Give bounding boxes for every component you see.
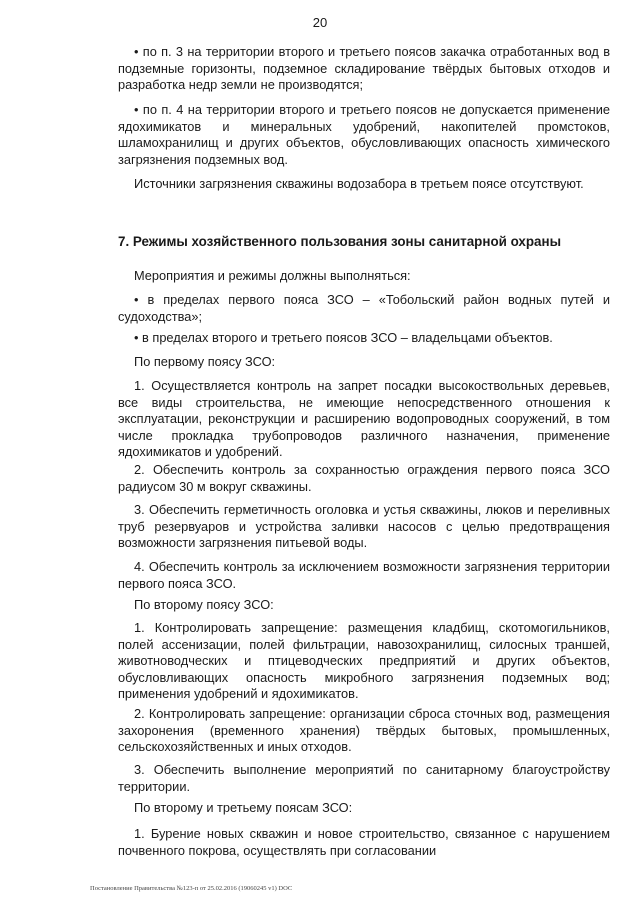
zone23-item-1: 1. Бурение новых скважин и новое строительство, связанное с нарушением почвенного покрова, осуществлять при согласовании <box>118 826 610 858</box>
bullet-item-1: • по п. 3 на территории второго и третьего поясов закачка отработанных вод в подземные горизонты, подземное складирование твёрдых бытовых отходов и разработка недр земли не производятся; <box>118 44 610 93</box>
zone1-item-3: 3. Обеспечить герметичность оголовка и устья скважины, люков и переливных труб резервуаров и устройства заливки насосов с целью предотвращения возможности загрязнения питьевой воды. <box>118 502 610 551</box>
sources-paragraph: Источники загрязнения скважины водозабора в третьем поясе отсутствуют. <box>134 176 584 191</box>
zone1-item-1: 1. Осуществляется контроль на запрет посадки высокоствольных деревьев, все виды строительства, не имеющие непосредственного отношения к эксплуатации, реконструкции и расширению водопроводных сооружений, в том числе прокладка трубопроводов различного назначения, применение ядохимикатов и удобрений. <box>118 378 610 460</box>
zone2-item-1: 1. Контролировать запрещение: размещения кладбищ, скотомогильников, полей ассенизации, полей фильтрации, навозохранилищ, силосных траншей, животноводческих и птицеводческих предприятий и других объектов, обусловливающих опасность микробного загрязнения подземных вод; применения удобрений и ядохимикатов. <box>118 620 610 702</box>
zone1-item-2: 2. Обеспечить контроль за сохранностью ограждения первого пояса ЗСО радиусом 30 м вокруг скважины. <box>118 462 610 494</box>
zone2-label: По второму поясу ЗСО: <box>134 597 274 612</box>
intro-bullet-1: • в пределах первого пояса ЗСО – «Тобольский район водных путей и судоходства»; <box>118 292 610 324</box>
zone1-label: По первому поясу ЗСО: <box>134 354 276 369</box>
intro-bullet-2: • в пределах второго и третьего поясов ЗСО – владельцами объектов. <box>134 330 553 345</box>
section-heading: 7. Режимы хозяйственного пользования зоны санитарной охраны <box>118 234 562 249</box>
page-number: 20 <box>312 15 328 30</box>
document-footer: Постановление Правительства №123-п от 25.02.2016 (19060245 v1) DOC <box>90 885 293 892</box>
bullet-item-2: • по п. 4 на территории второго и третьего поясов не допускается применение ядохимикатов и минеральных удобрений, накопителей промстоков, шламохранилищ и других объектов, обусловливающих опасность химического загрязнения подземных вод. <box>118 102 610 167</box>
zone23-label: По второму и третьему поясам ЗСО: <box>134 800 353 815</box>
intro-paragraph: Мероприятия и режимы должны выполняться: <box>134 268 411 283</box>
zone2-item-3: 3. Обеспечить выполнение мероприятий по санитарному благоустройству территории. <box>118 762 610 794</box>
zone1-item-4: 4. Обеспечить контроль за исключением возможности загрязнения территории первого пояса ЗСО. <box>118 559 610 591</box>
zone2-item-2: 2. Контролировать запрещение: организации сброса сточных вод, размещения захоронения (временного хранения) твёрдых бытовых, промышленных, сельскохозяйственных и иных отходов. <box>118 706 610 755</box>
